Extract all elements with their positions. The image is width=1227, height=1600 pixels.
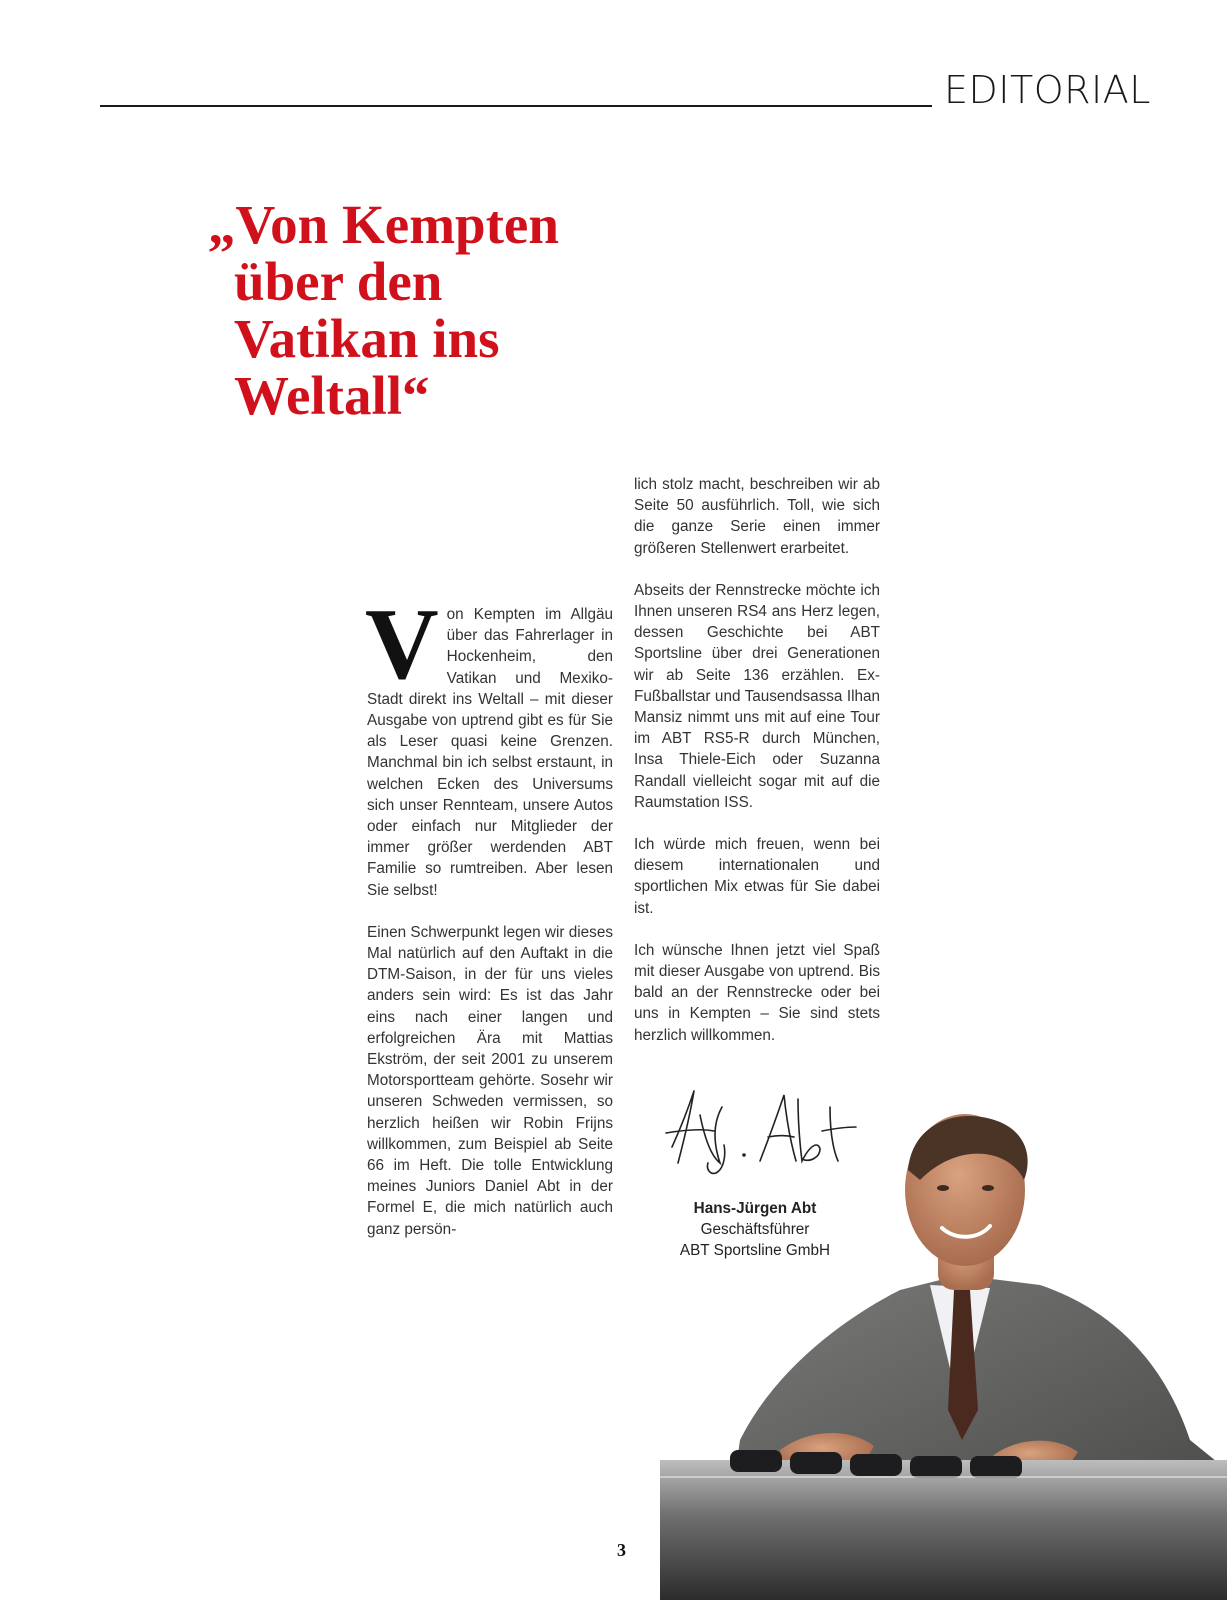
signer-name: Hans-Jürgen Abt [693, 1200, 817, 1217]
article-paragraph: lich stolz macht, beschreiben wir ab Seite 50 ausführlich. Toll, wie sich die ganze Serie einen immer größeren Stellenwert erarbeitet. [634, 476, 880, 557]
article-paragraph: Abseits der Rennstrecke möchte ich Ihnen unseren RS4 ans Herz legen, dessen Geschichte bei ABT Sportsline über drei Generationen wir ab Seite 136 erzählen. Ex-Fußballstar und Tausendsassa Ilhan Mansiz nimmt uns mit auf eine Tour im ABT RS5-R durch München, Insa Thiele-Eich oder Suzanna Randall vielleicht sogar mit auf die Raumstation ISS. [634, 581, 880, 811]
article-paragraph: Ich würde mich freuen, wenn bei diesem internationalen und sportlichen Mix etwas für Sie dabei ist. [634, 836, 880, 917]
signer-title: Geschäftsführer [700, 1221, 810, 1238]
dropcap: V [365, 588, 439, 701]
headline-line: über den [234, 251, 443, 312]
article-paragraph: Einen Schwerpunkt legen wir dieses Mal natürlich auf den Auftakt in die DTM-Saison, in der für uns vieles anders sein wird: Es ist das Jahr eins nach einer langen und erfolgreichen Ära mit Mattias Ekström, der seit 2001 zu unserem Motorsportteam gehörte. Sosehr wir unseren Schweden vermissen, so herzlich heißen wir Robin Frijns willkommen, zum Beispiel ab Seite 66 im Heft. Die tolle Entwicklung meines Juniors Daniel Abt in der Formel E, die mich natürlich auch ganz persön- [367, 923, 613, 1238]
headline-line: Weltall“ [234, 365, 430, 426]
page-number: 3 [617, 1540, 626, 1560]
header-rule [100, 105, 932, 107]
article-paragraph: Ich wünsche Ihnen jetzt viel Spaß mit dieser Ausgabe von uptrend. Bis bald an der Rennstrecke oder bei uns in Kempten – Sie sind stets herzlich willkommen. [634, 941, 880, 1044]
article-column-right [634, 474, 880, 1067]
headline-line: „Von Kempten [208, 194, 559, 255]
section-label: EDITORIAL [944, 68, 1151, 112]
article-paragraph [365, 588, 613, 901]
paragraph-text: on Kempten im Allgäu über das Fahrerlager in Hockenheim, den Vatikan und Mexiko-Stadt direkt ins Weltall – mit dieser Ausgabe von uptrend gibt es für Sie als Leser quasi keine Grenzen. Manchmal bin ich selbst erstaunt, in welchen Ecken des Universums sich unser Rennteam, unsere Autos oder einfach nur Mitglieder der immer größer werdenden ABT Familie so rumtreiben. Aber lesen Sie selbst! [367, 606, 613, 899]
portrait-photo [660, 1110, 1227, 1600]
headline [208, 196, 648, 424]
headline-line: Vatikan ins [234, 308, 500, 369]
article-column-left [365, 588, 613, 1261]
signer-company: ABT Sportsline GmbH [679, 1242, 831, 1259]
